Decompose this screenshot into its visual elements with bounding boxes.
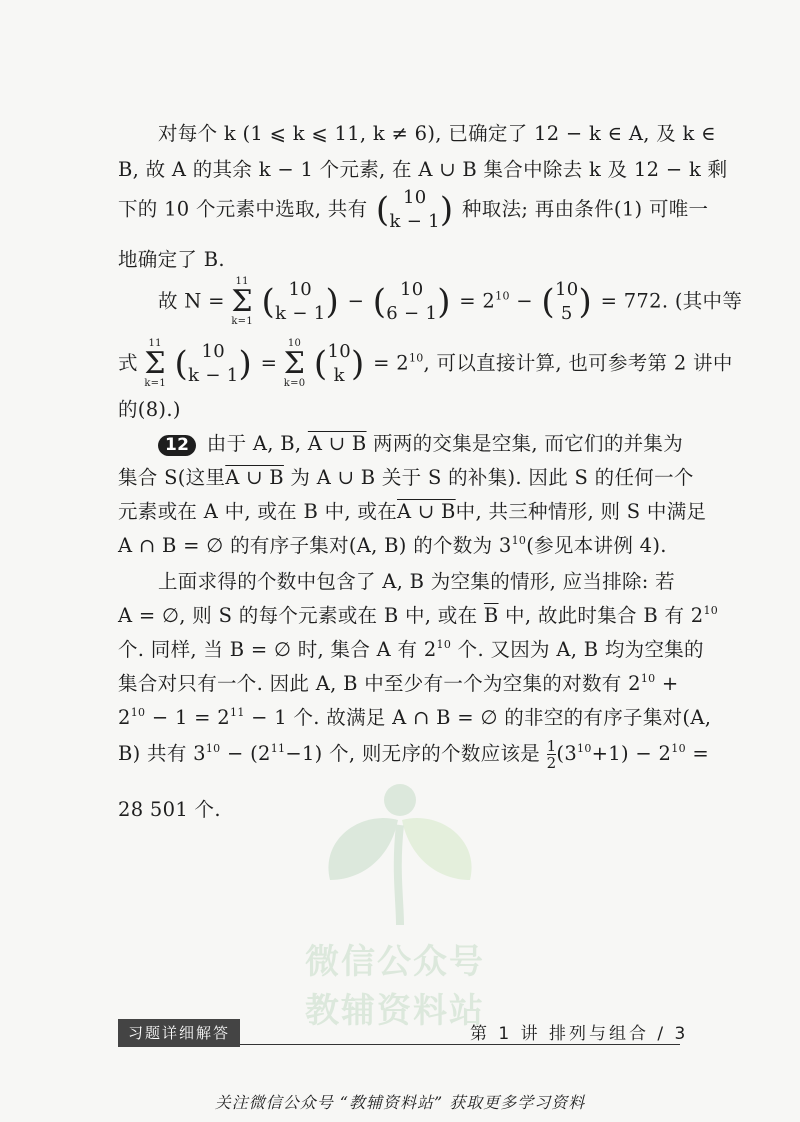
problem-number-badge: 12 xyxy=(158,435,196,456)
binom: ( 10 6 − 1) xyxy=(372,279,451,324)
f2-prefix: 式 xyxy=(118,351,138,375)
bottom-promo-note: 关注微信公众号 “教辅资料站” 获取更多学习资料 xyxy=(214,1093,586,1112)
f1-result: = 772. (其中等 xyxy=(600,289,743,313)
overline-union: A ∪ B xyxy=(225,466,284,489)
watermark-line-1: 微信公众号 xyxy=(305,942,485,982)
sum-symbol: 11 Σ k=1 xyxy=(231,276,254,327)
binom: ( 10 k − 1) xyxy=(375,187,454,232)
p3-line-1: 上面求得的个数中包含了 A, B 为空集的情形, 应当排除: 若 xyxy=(158,570,675,593)
p3-line-7: 28 501 个. xyxy=(118,798,221,821)
p3-line-2: A = ∅, 则 S 的每个元素或在 B 中, 或在 $\overline{B}$ 中, 故此时集合 B 有 $2^{10}$ xyxy=(118,604,719,627)
watermark-line-2: 教辅资料站 xyxy=(305,991,485,1031)
overline-b: $\overline{B}$ xyxy=(483,604,499,627)
overline-union: A ∪ B xyxy=(397,500,456,523)
f1-minus: − xyxy=(347,289,365,313)
f2-exp: 10 xyxy=(408,351,424,365)
footer-section-tag: 习题详细解答 xyxy=(118,1019,240,1047)
p12-line-2: 集合 S(这里A ∪ B 为 A ∪ B 关于 S 的补集). 因此 S 的任何一个 xyxy=(118,466,694,489)
binom: (10 5 ) xyxy=(541,279,593,324)
formula-2 xyxy=(118,338,733,390)
f1-prefix: 故 N = xyxy=(158,289,225,313)
formula-1 xyxy=(158,276,742,328)
f1-exp: 10 xyxy=(495,289,510,303)
p1-line-2: B, 故 A 的其余 k − 1 个元素, 在 A ∪ B 集合中除去 k 及 12 − k 剩 xyxy=(118,158,728,181)
binom-top: 10 xyxy=(402,187,427,208)
footer-chapter-page: 第 1 讲 排列与组合 / 3 xyxy=(470,1024,689,1044)
formula-2-line-3: 的(8).) xyxy=(118,398,181,421)
sum-symbol: 11 Σ k=1 xyxy=(144,338,167,389)
p1-line-3a: 下的 10 个元素中选取, 共有 xyxy=(118,197,368,221)
leaf-logo-icon xyxy=(300,780,500,930)
p1-line-3 xyxy=(118,186,708,234)
p1-line-1: 对每个 k (1 ⩽ k ⩽ 11, k ≠ 6), 已确定了 12 − k ∈ A, 及 k ∈ xyxy=(158,122,716,145)
sum-symbol: 10 Σ k=0 xyxy=(283,338,306,389)
p3-line-5: $2^{10} - 1 = 2^{11} - 1$ 个. 故满足 A ∩ B = ∅ 的非空的有序子集对(A, xyxy=(118,706,712,729)
f1-eq: = 2 xyxy=(459,289,496,313)
p3-line-3: 个. 同样, 当 B = ∅ 时, 集合 A 有 $2^{10}$ 个. 又因为 A, B 均为空集的 xyxy=(118,638,704,661)
p12-line-4: A ∩ B = ∅ 的有序子集对(A, B) 的个数为 $3^{10}$(参见本讲例 4). xyxy=(118,534,667,557)
f2-eq-2: = 2 xyxy=(373,351,409,375)
p1-line-4: 地确定了 B. xyxy=(118,248,225,271)
f2-eq: = xyxy=(260,351,278,375)
overline-union: A ∪ B xyxy=(307,432,367,455)
binom-bottom: k − 1 xyxy=(389,211,440,232)
p3-line-4: 集合对只有一个. 因此 A, B 中至少有一个为空集的对数有 $2^{10}$ + xyxy=(118,672,679,695)
binom: ( 10 k − 1) xyxy=(261,279,340,324)
binom: (10 k ) xyxy=(313,341,365,386)
f2-suffix: , 可以直接计算, 也可参考第 2 讲中 xyxy=(423,351,733,375)
p3-line-6: B) 共有 $3^{10} - (2^{11}-1)$ 个, 则无序的个数应该是 $\frac{1}{2}$ $(3^{10}+1) - 2^{10}$ = xyxy=(118,737,710,772)
footer-rule xyxy=(240,1044,680,1045)
p12-line-1: 12 由于 A, B, A ∪ B 两两的交集是空集, 而它们的并集为 xyxy=(158,428,683,456)
p12-line-3: 元素或在 A 中, 或在 B 中, 或在A ∪ B中, 共三种情形, 则 S 中满足 xyxy=(118,500,707,523)
binom: ( 10 k − 1) xyxy=(174,341,253,386)
watermark xyxy=(300,780,500,1040)
fraction-half: $\frac{1}{2}$ xyxy=(546,737,557,772)
f1-minus-2: − xyxy=(516,289,533,313)
p1-line-3b: 种取法; 再由条件(1) 可唯一 xyxy=(461,197,709,221)
